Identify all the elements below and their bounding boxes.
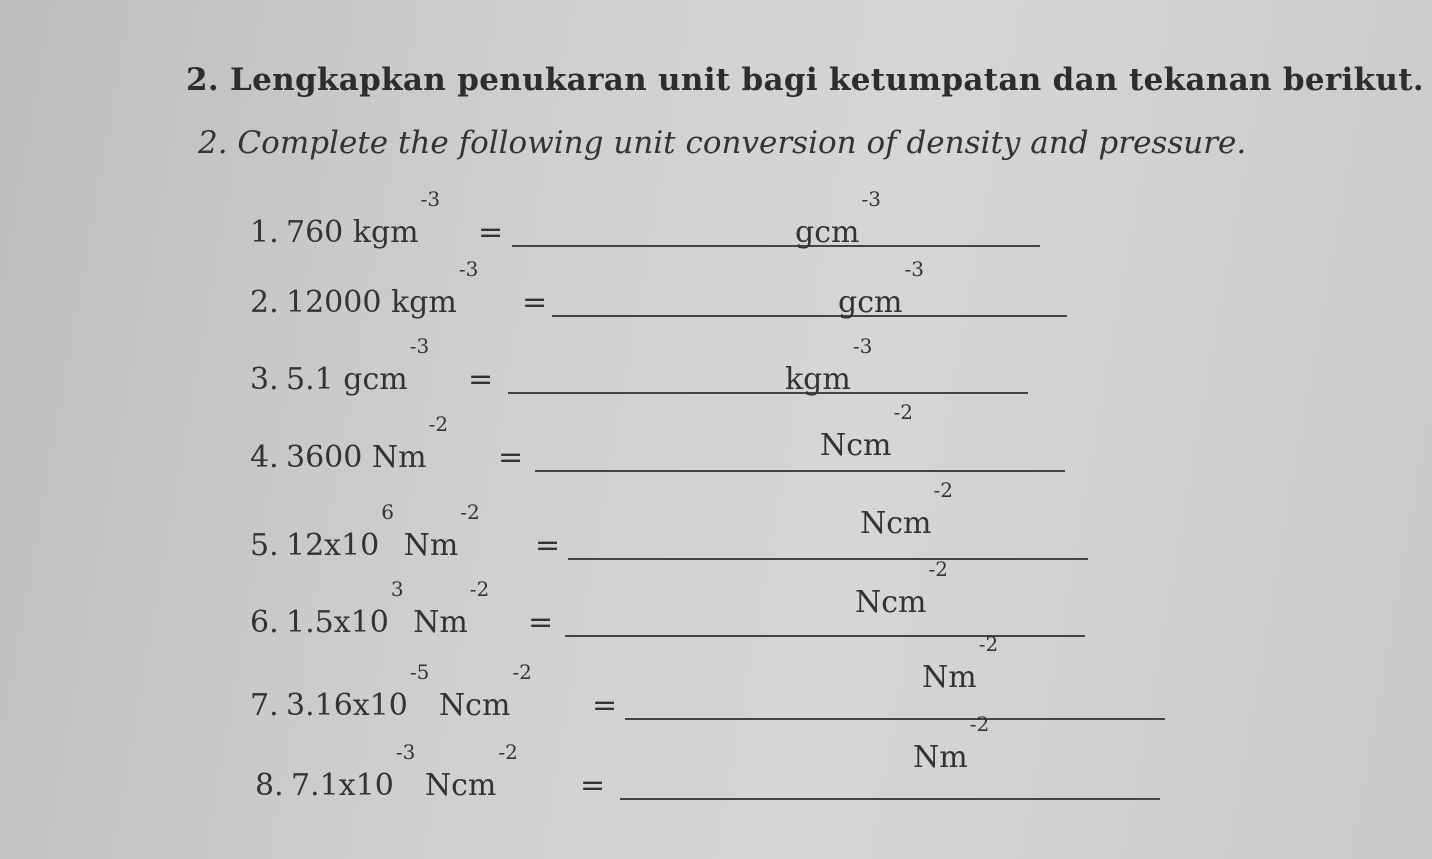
question-expression: $3.16x10^{-5}$ Ncm$^{-2}$ [286,660,532,723]
equals-sign: = [498,440,524,475]
question-number: 4. [250,440,279,475]
equals-sign: = [468,362,494,397]
question-number: 7. [250,688,279,723]
question-title-english: 2. Complete the following unit conversion of density and pressure. [198,125,1247,161]
question-5 [250,478,1010,588]
question-number: 5. [250,528,279,563]
question-7 [250,632,1040,748]
target-unit: Ncm$^{-2}$ [820,400,913,463]
question-number: 6. [250,605,279,640]
equals-sign: = [478,215,504,250]
question-expression: 3600 $Nm^{-2}$ [286,412,449,475]
question-number: 3. [250,362,279,397]
target-unit: kgm$^{-3}$ [785,334,873,397]
question-4 [250,400,950,500]
target-unit: $Nm^{-2}$ [922,632,999,695]
answer-blank[interactable] [620,798,1160,800]
question-8 [255,712,1045,828]
question-expression: $12x10^6$ $Nm^{-2}$ [286,500,480,563]
question-title-malay: 2. Lengkapkan penukaran unit bagi ketumpatan dan tekanan berikut. [186,62,1424,98]
question-number: 2. [250,285,279,320]
question-expression: 5.1 gcm$^{-3}$ [286,334,430,397]
question-expression: 12000 kgm$^{-3}$ [286,257,479,320]
question-1 [250,187,950,275]
answer-blank[interactable] [535,470,1065,472]
question-expression: 760 kgm$^{-3}$ [286,187,441,250]
question-6 [250,557,1010,665]
question-2 [250,257,950,345]
answer-blank[interactable] [625,718,1165,720]
answer-blank[interactable] [508,392,1028,394]
target-unit: Ncm$^{-2}$ [860,478,953,541]
answer-blank[interactable] [552,315,1067,317]
equals-sign: = [522,285,548,320]
target-unit: gcm$^{-3}$ [838,257,924,320]
answer-blank[interactable] [568,558,1088,560]
target-unit: Ncm$^{-2}$ [855,557,948,620]
answer-blank[interactable] [512,245,1040,247]
question-expression: $1.5x10^3$ $Nm^{-2}$ [286,577,490,640]
question-expression: $7.1x10^{-3}$ Ncm$^{-2}$ [291,740,518,803]
equals-sign: = [580,768,606,803]
equals-sign: = [528,605,554,640]
answer-blank[interactable] [565,635,1085,637]
question-number: 1. [250,215,279,250]
equals-sign: = [592,688,618,723]
equals-sign: = [535,528,561,563]
target-unit: $Nm^{-2}$ [913,712,990,775]
question-number: 8. [255,768,284,803]
target-unit: gcm$^{-3}$ [795,187,881,250]
question-3 [250,334,950,422]
